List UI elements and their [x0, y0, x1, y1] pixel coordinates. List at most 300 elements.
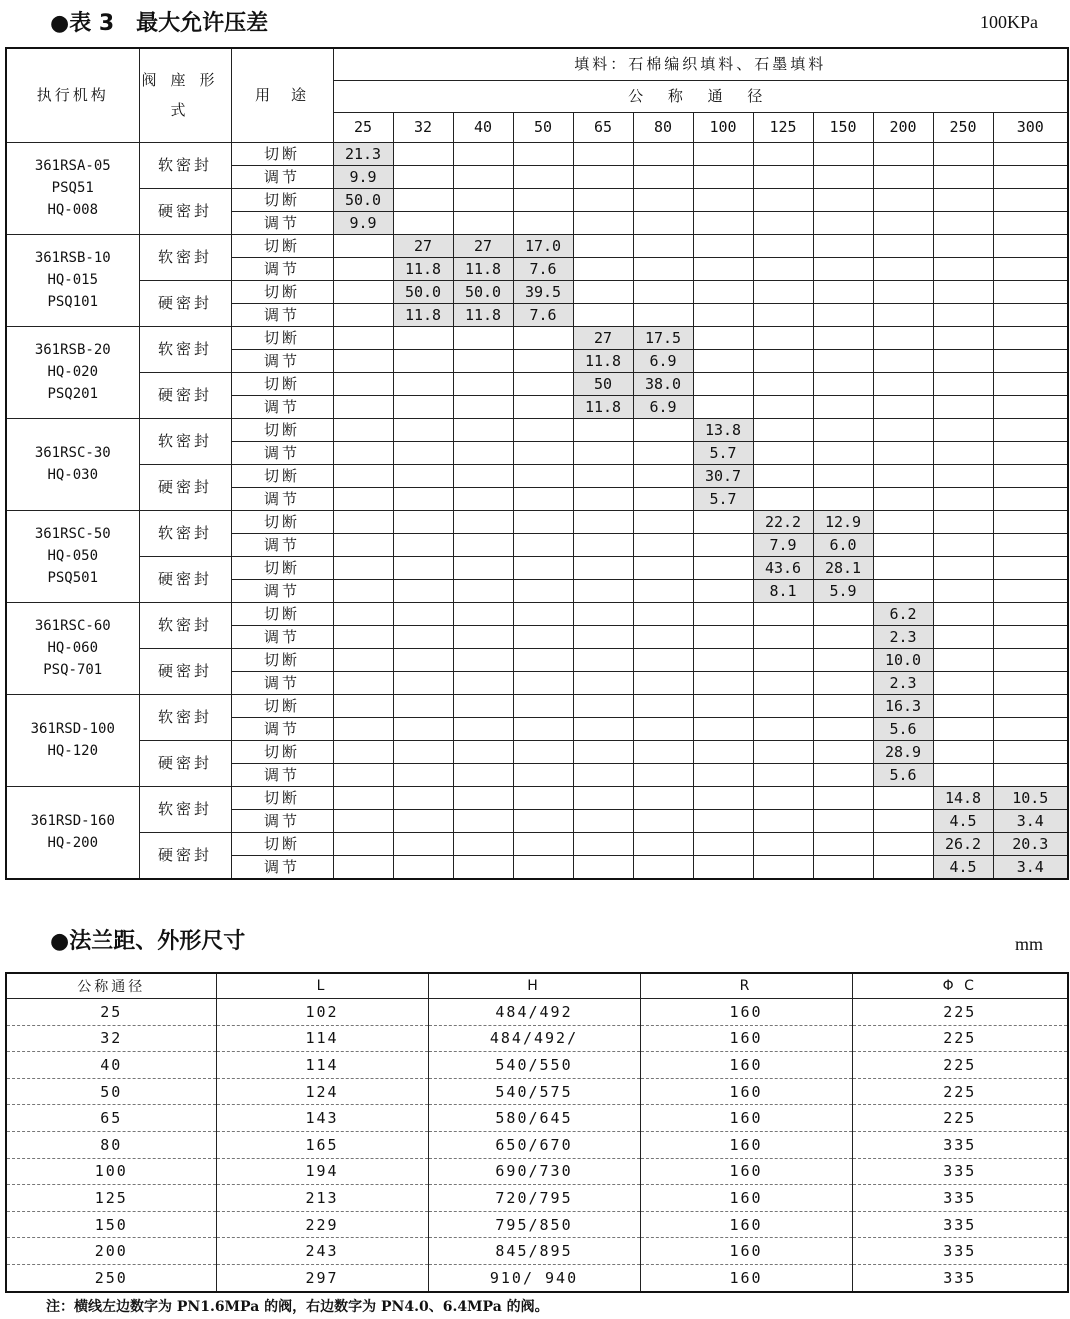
empty-cell: [573, 188, 633, 211]
size-header: 80: [633, 112, 693, 142]
usage-cell: 调节: [231, 533, 333, 556]
pressure-value: 38.0: [633, 372, 693, 395]
dimension-cell: 165: [216, 1131, 428, 1158]
empty-cell: [753, 165, 813, 188]
empty-cell: [393, 809, 453, 832]
seat-type-cell: 软密封: [139, 510, 231, 556]
empty-cell: [753, 142, 813, 165]
empty-cell: [933, 740, 993, 763]
table-row: [6, 142, 1068, 165]
nominal-header: 公 称 通 径: [333, 80, 1068, 112]
pressure-value: 6.2: [873, 602, 933, 625]
usage-cell: 调节: [231, 257, 333, 280]
pressure-value: 3.4: [993, 855, 1068, 879]
empty-cell: [453, 648, 513, 671]
empty-cell: [873, 556, 933, 579]
empty-cell: [993, 625, 1068, 648]
empty-cell: [993, 395, 1068, 418]
empty-cell: [513, 211, 573, 234]
empty-cell: [993, 648, 1068, 671]
empty-cell: [993, 763, 1068, 786]
empty-cell: [993, 602, 1068, 625]
pressure-value: 39.5: [513, 280, 573, 303]
size-header: 125: [753, 112, 813, 142]
actuator-model: HQ-030: [47, 467, 99, 483]
dimension-cell: 297: [216, 1264, 428, 1291]
empty-cell: [873, 786, 933, 809]
dimension-cell: 160: [640, 1105, 852, 1132]
empty-cell: [393, 533, 453, 556]
empty-cell: [333, 372, 393, 395]
empty-cell: [933, 717, 993, 740]
empty-cell: [633, 211, 693, 234]
empty-cell: [873, 579, 933, 602]
pressure-value: 6.0: [813, 533, 873, 556]
seat-type-cell: 软密封: [139, 326, 231, 372]
empty-cell: [513, 855, 573, 879]
seat-header: 阀座形式: [139, 48, 231, 142]
empty-cell: [873, 234, 933, 257]
empty-cell: [633, 717, 693, 740]
actuator-model: PSQ51: [51, 180, 94, 196]
size-header: 100: [693, 112, 753, 142]
pressure-value: 9.9: [333, 211, 393, 234]
empty-cell: [573, 671, 633, 694]
empty-cell: [453, 533, 513, 556]
usage-cell: 调节: [231, 487, 333, 510]
actuator-model: 361RSC-60: [34, 618, 111, 634]
empty-cell: [393, 832, 453, 855]
empty-cell: [573, 625, 633, 648]
dimension-cell: 484/492/: [428, 1025, 640, 1052]
empty-cell: [393, 211, 453, 234]
empty-cell: [453, 464, 513, 487]
empty-cell: [633, 257, 693, 280]
empty-cell: [873, 165, 933, 188]
seat-type-cell: 软密封: [139, 418, 231, 464]
actuator-model: HQ-020: [47, 364, 99, 380]
empty-cell: [633, 786, 693, 809]
pressure-value: 27: [453, 234, 513, 257]
empty-cell: [633, 188, 693, 211]
empty-cell: [993, 211, 1068, 234]
empty-cell: [333, 855, 393, 879]
seat-type-cell: 硬密封: [139, 832, 231, 879]
empty-cell: [513, 763, 573, 786]
empty-cell: [573, 533, 633, 556]
table-row: [6, 556, 1068, 579]
empty-cell: [933, 671, 993, 694]
dimension-cell: 160: [640, 1025, 852, 1052]
usage-cell: 调节: [231, 165, 333, 188]
empty-cell: [873, 349, 933, 372]
empty-cell: [873, 832, 933, 855]
usage-cell: 调节: [231, 855, 333, 879]
empty-cell: [693, 510, 753, 533]
usage-cell: 调节: [231, 349, 333, 372]
empty-cell: [993, 533, 1068, 556]
dimension-cell: 580/645: [428, 1105, 640, 1132]
seat-type-cell: 软密封: [139, 694, 231, 740]
column-header: L: [216, 973, 428, 999]
actuator-model: PSQ501: [47, 570, 99, 586]
seat-type-cell: 硬密封: [139, 556, 231, 602]
empty-cell: [693, 579, 753, 602]
dimension-cell: 225: [852, 999, 1068, 1026]
dimension-cell: 160: [640, 1238, 852, 1265]
pressure-value: 11.8: [453, 257, 513, 280]
empty-cell: [993, 257, 1068, 280]
empty-cell: [633, 165, 693, 188]
dimension-cell: 250: [6, 1264, 216, 1291]
usage-cell: 切断: [231, 372, 333, 395]
empty-cell: [573, 556, 633, 579]
pressure-value: 11.8: [393, 303, 453, 326]
empty-cell: [393, 487, 453, 510]
empty-cell: [873, 464, 933, 487]
empty-cell: [813, 625, 873, 648]
empty-cell: [753, 671, 813, 694]
usage-cell: 调节: [231, 763, 333, 786]
empty-cell: [873, 418, 933, 441]
empty-cell: [333, 832, 393, 855]
table-row: [6, 418, 1068, 441]
actuator-model: HQ-060: [47, 640, 99, 656]
size-header: 200: [873, 112, 933, 142]
empty-cell: [873, 188, 933, 211]
actuator-model: 361RSD-100: [30, 721, 115, 737]
empty-cell: [573, 280, 633, 303]
size-header: 25: [333, 112, 393, 142]
empty-cell: [813, 234, 873, 257]
column-header: R: [640, 973, 852, 999]
empty-cell: [993, 280, 1068, 303]
empty-cell: [393, 326, 453, 349]
empty-cell: [393, 556, 453, 579]
empty-cell: [933, 257, 993, 280]
empty-cell: [993, 326, 1068, 349]
dimension-cell: 50: [6, 1078, 216, 1105]
empty-cell: [813, 786, 873, 809]
empty-cell: [813, 602, 873, 625]
empty-cell: [933, 464, 993, 487]
empty-cell: [693, 648, 753, 671]
empty-cell: [993, 694, 1068, 717]
pressure-value: 6.9: [633, 349, 693, 372]
empty-cell: [873, 855, 933, 879]
empty-cell: [573, 510, 633, 533]
empty-cell: [333, 740, 393, 763]
pressure-value: 7.6: [513, 257, 573, 280]
empty-cell: [453, 694, 513, 717]
usage-cell: 切断: [231, 418, 333, 441]
empty-cell: [873, 372, 933, 395]
empty-cell: [753, 188, 813, 211]
empty-cell: [993, 464, 1068, 487]
dimension-cell: 650/670: [428, 1131, 640, 1158]
empty-cell: [933, 165, 993, 188]
empty-cell: [633, 464, 693, 487]
empty-cell: [693, 717, 753, 740]
empty-cell: [453, 510, 513, 533]
pressure-value: 12.9: [813, 510, 873, 533]
empty-cell: [933, 349, 993, 372]
empty-cell: [573, 740, 633, 763]
empty-cell: [393, 717, 453, 740]
actuator-model: PSQ101: [47, 294, 99, 310]
dimension-cell: 32: [6, 1025, 216, 1052]
empty-cell: [453, 395, 513, 418]
empty-cell: [393, 694, 453, 717]
empty-cell: [753, 740, 813, 763]
empty-cell: [933, 326, 993, 349]
usage-cell: 切断: [231, 648, 333, 671]
dimension-cell: 150: [6, 1211, 216, 1238]
empty-cell: [873, 280, 933, 303]
empty-cell: [573, 142, 633, 165]
empty-cell: [993, 717, 1068, 740]
dimension-cell: 160: [640, 1078, 852, 1105]
dimension-cell: 845/895: [428, 1238, 640, 1265]
empty-cell: [453, 556, 513, 579]
empty-cell: [753, 694, 813, 717]
pressure-value: 11.8: [573, 349, 633, 372]
empty-cell: [693, 832, 753, 855]
empty-cell: [453, 809, 513, 832]
empty-cell: [873, 395, 933, 418]
empty-cell: [453, 740, 513, 763]
max-pressure-table: [5, 47, 1069, 880]
header-row: [6, 48, 1068, 80]
usage-cell: 切断: [231, 234, 333, 257]
table-row: [6, 1158, 1068, 1185]
empty-cell: [993, 487, 1068, 510]
size-header: 32: [393, 112, 453, 142]
empty-cell: [993, 372, 1068, 395]
pressure-value: 4.5: [933, 809, 993, 832]
dimension-cell: 225: [852, 1052, 1068, 1079]
empty-cell: [693, 395, 753, 418]
usage-cell: 调节: [231, 395, 333, 418]
empty-cell: [993, 441, 1068, 464]
empty-cell: [813, 142, 873, 165]
empty-cell: [933, 648, 993, 671]
usage-cell: 调节: [231, 303, 333, 326]
empty-cell: [333, 418, 393, 441]
actuator-cell: [6, 418, 139, 510]
empty-cell: [753, 832, 813, 855]
empty-cell: [693, 786, 753, 809]
empty-cell: [573, 786, 633, 809]
empty-cell: [693, 694, 753, 717]
table-row: [6, 1025, 1068, 1052]
empty-cell: [633, 855, 693, 879]
empty-cell: [693, 211, 753, 234]
actuator-model: PSQ201: [47, 386, 99, 402]
empty-cell: [933, 533, 993, 556]
empty-cell: [333, 303, 393, 326]
empty-cell: [453, 349, 513, 372]
pressure-value: 5.6: [873, 717, 933, 740]
empty-cell: [933, 487, 993, 510]
table-row: [6, 234, 1068, 257]
empty-cell: [513, 809, 573, 832]
empty-cell: [933, 579, 993, 602]
seat-type-cell: 硬密封: [139, 280, 231, 326]
table-row: [6, 786, 1068, 809]
empty-cell: [633, 418, 693, 441]
dimension-cell: 160: [640, 1211, 852, 1238]
empty-cell: [813, 671, 873, 694]
empty-cell: [873, 303, 933, 326]
pressure-value: 17.0: [513, 234, 573, 257]
empty-cell: [393, 349, 453, 372]
empty-cell: [333, 786, 393, 809]
empty-cell: [753, 418, 813, 441]
empty-cell: [573, 211, 633, 234]
dimension-cell: 225: [852, 1025, 1068, 1052]
empty-cell: [453, 671, 513, 694]
dimension-cell: 540/550: [428, 1052, 640, 1079]
empty-cell: [573, 809, 633, 832]
usage-cell: 切断: [231, 280, 333, 303]
dimension-cell: 25: [6, 999, 216, 1026]
actuator-model: HQ-050: [47, 548, 99, 564]
actuator-cell: [6, 602, 139, 694]
empty-cell: [813, 740, 873, 763]
empty-cell: [753, 372, 813, 395]
dimension-cell: 160: [640, 1158, 852, 1185]
pressure-value: 27: [573, 326, 633, 349]
size-header: 40: [453, 112, 513, 142]
empty-cell: [393, 510, 453, 533]
pressure-value: 8.1: [753, 579, 813, 602]
empty-cell: [813, 832, 873, 855]
empty-cell: [633, 556, 693, 579]
empty-cell: [933, 602, 993, 625]
pressure-value: 5.7: [693, 487, 753, 510]
empty-cell: [513, 395, 573, 418]
empty-cell: [693, 740, 753, 763]
empty-cell: [693, 625, 753, 648]
empty-cell: [753, 763, 813, 786]
usage-cell: 切断: [231, 556, 333, 579]
empty-cell: [993, 234, 1068, 257]
empty-cell: [813, 441, 873, 464]
pressure-value: 17.5: [633, 326, 693, 349]
empty-cell: [753, 786, 813, 809]
usage-cell: 调节: [231, 625, 333, 648]
empty-cell: [813, 211, 873, 234]
empty-cell: [813, 303, 873, 326]
empty-cell: [693, 763, 753, 786]
usage-cell: 切断: [231, 740, 333, 763]
seat-type-cell: 硬密封: [139, 648, 231, 694]
empty-cell: [753, 234, 813, 257]
empty-cell: [753, 257, 813, 280]
empty-cell: [573, 464, 633, 487]
dimension-cell: 335: [852, 1238, 1068, 1265]
empty-cell: [633, 694, 693, 717]
empty-cell: [333, 487, 393, 510]
actuator-model: 361RSB-20: [34, 342, 111, 358]
empty-cell: [813, 165, 873, 188]
dimension-table: [5, 972, 1069, 1293]
empty-cell: [513, 786, 573, 809]
empty-cell: [453, 441, 513, 464]
empty-cell: [873, 487, 933, 510]
actuator-cell: [6, 234, 139, 326]
pressure-value: 10.0: [873, 648, 933, 671]
dimension-cell: 160: [640, 1131, 852, 1158]
empty-cell: [813, 188, 873, 211]
pressure-value: 7.9: [753, 533, 813, 556]
empty-cell: [513, 556, 573, 579]
actuator-model: 361RSC-50: [34, 526, 111, 542]
actuator-model: HQ-120: [47, 743, 99, 759]
dimension-cell: 143: [216, 1105, 428, 1132]
dimension-cell: 124: [216, 1078, 428, 1105]
header-row: [6, 973, 1068, 999]
pressure-value: 50.0: [393, 280, 453, 303]
empty-cell: [333, 556, 393, 579]
usage-cell: 切断: [231, 602, 333, 625]
empty-cell: [933, 418, 993, 441]
empty-cell: [453, 372, 513, 395]
seat-type-cell: 软密封: [139, 786, 231, 832]
table1-title: ●表 3 最大允许压差: [50, 11, 269, 36]
empty-cell: [813, 763, 873, 786]
usage-cell: 切断: [231, 188, 333, 211]
empty-cell: [453, 579, 513, 602]
table1-unit: 100KPa: [980, 12, 1038, 32]
empty-cell: [813, 372, 873, 395]
table-row: [6, 1211, 1068, 1238]
empty-cell: [813, 694, 873, 717]
dimension-cell: 80: [6, 1131, 216, 1158]
empty-cell: [753, 280, 813, 303]
pressure-value: 22.2: [753, 510, 813, 533]
pressure-value: 11.8: [573, 395, 633, 418]
empty-cell: [633, 625, 693, 648]
empty-cell: [453, 326, 513, 349]
empty-cell: [753, 648, 813, 671]
empty-cell: [333, 533, 393, 556]
empty-cell: [753, 602, 813, 625]
empty-cell: [453, 142, 513, 165]
pressure-value: 16.3: [873, 694, 933, 717]
usage-cell: 切断: [231, 142, 333, 165]
dimension-cell: 335: [852, 1185, 1068, 1212]
empty-cell: [633, 671, 693, 694]
empty-cell: [933, 510, 993, 533]
empty-cell: [813, 395, 873, 418]
empty-cell: [333, 809, 393, 832]
usage-cell: 调节: [231, 809, 333, 832]
dimension-cell: 540/575: [428, 1078, 640, 1105]
empty-cell: [513, 349, 573, 372]
empty-cell: [513, 625, 573, 648]
empty-cell: [633, 487, 693, 510]
empty-cell: [333, 694, 393, 717]
empty-cell: [873, 142, 933, 165]
empty-cell: [693, 142, 753, 165]
table-row: [6, 326, 1068, 349]
empty-cell: [753, 441, 813, 464]
empty-cell: [993, 303, 1068, 326]
footnote: 注：横线左边数字为 PN1.6MPa 的阀，右边数字为 PN4.0、6.4MPa 的阀。: [46, 1299, 549, 1315]
pressure-value: 43.6: [753, 556, 813, 579]
